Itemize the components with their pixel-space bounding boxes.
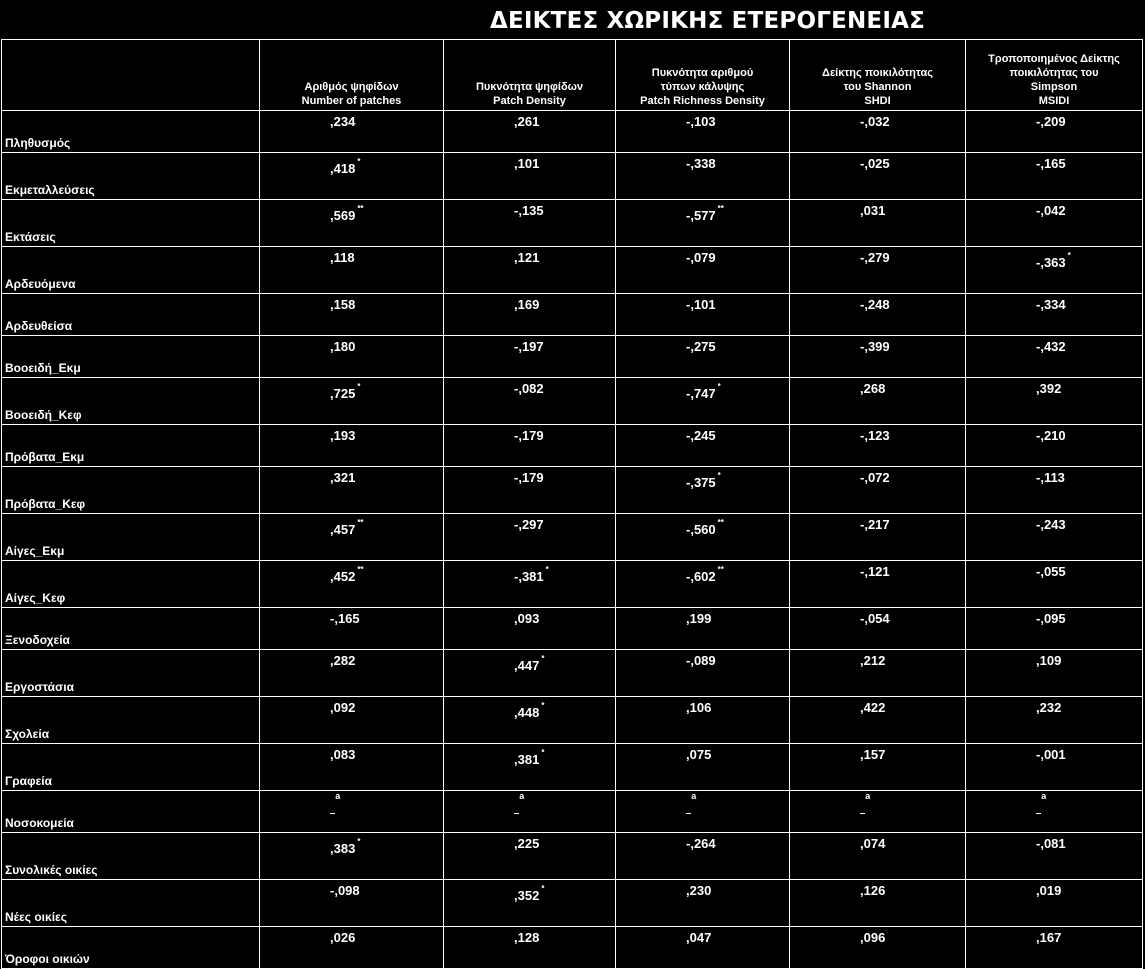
table-row [2,833,1143,880]
value-cell [444,744,616,791]
value-text: -,363 [1036,255,1066,270]
table-row [2,880,1143,927]
table-row [2,247,1143,294]
value-cell [616,153,790,200]
value-text: -,338 [686,156,716,171]
value-text: -,381 [514,569,544,584]
value-cell [444,467,616,514]
value-cell [260,467,444,514]
value-cell [616,880,790,927]
table-row [2,650,1143,697]
value-cell [790,378,966,425]
value-text: -,217 [860,517,890,532]
significance-marker: ** [357,204,363,213]
value-cell [966,336,1143,378]
footnote-marker: a [865,791,870,801]
column-header-line: MSIDI [966,94,1142,108]
significance-marker: * [357,837,360,846]
value-cell [616,514,790,561]
column-header-line: Patch Richness Density [616,94,789,108]
value-cell [444,514,616,561]
value-text: -,123 [860,428,890,443]
value-cell [616,791,790,833]
column-header [966,40,1143,111]
value-cell [790,561,966,608]
value-cell [790,294,966,336]
value-text: -,165 [1036,156,1066,171]
value-text: ,261 [514,114,539,129]
value-text: ,106 [686,700,711,715]
value-text: -,101 [686,297,716,312]
value-cell [616,111,790,153]
value-cell [616,378,790,425]
value-cell [444,650,616,697]
value-cell [790,336,966,378]
value-text: -,121 [860,564,890,579]
value-cell [444,425,616,467]
value-text: ,109 [1036,653,1061,668]
value-cell [260,561,444,608]
value-text: ,101 [514,156,539,171]
footnote-marker: a [1041,791,1046,801]
header-row [2,40,1143,111]
value-text: ,321 [330,470,355,485]
value-cell [790,833,966,880]
row-label: Εργοστάσια [2,650,260,697]
column-header-line: του Shannon [790,80,965,94]
value-cell [444,608,616,650]
value-text: ,199 [686,611,711,626]
value-text: -,264 [686,836,716,851]
value-cell [616,927,790,969]
row-label: Αρδευόμενα [2,247,260,294]
value-text: -,072 [860,470,890,485]
value-cell [616,744,790,791]
value-text: -,001 [1036,747,1066,762]
value-text: -,098 [330,883,360,898]
value-cell [616,425,790,467]
value-cell [966,247,1143,294]
table-row [2,200,1143,247]
value-cell [966,697,1143,744]
value-cell [444,791,616,833]
value-cell [966,744,1143,791]
footnote-marker: a [519,791,524,801]
value-text: -,025 [860,156,890,171]
value-text: -,042 [1036,203,1066,218]
value-text: ,383 [330,841,355,856]
value-cell [790,697,966,744]
value-text: ,092 [330,700,355,715]
value-text: -,297 [514,517,544,532]
value-cell [444,880,616,927]
column-header-line: Τροποποιημένος Δείκτης [966,52,1142,66]
value-text: ,725 [330,386,355,401]
value-cell [790,791,966,833]
value-text: ,212 [860,653,885,668]
value-cell [260,880,444,927]
table-row [2,153,1143,200]
value-text: ,158 [330,297,355,312]
value-text: ,392 [1036,381,1061,396]
value-cell [444,378,616,425]
value-text: -,375 [686,475,716,490]
value-cell [444,561,616,608]
value-text: -,432 [1036,339,1066,354]
value-cell [966,791,1143,833]
value-cell [966,111,1143,153]
value-text: ,157 [860,747,885,762]
column-header [444,40,616,111]
value-text: ,447 [514,658,539,673]
value-cell [616,697,790,744]
value-text: -,082 [514,381,544,396]
row-label: Βοοειδή_Εκμ [2,336,260,378]
column-header-line: Αριθμός ψηφίδων [260,80,443,94]
value-text: -,577 [686,208,716,223]
value-text: -,089 [686,653,716,668]
header-corner-cell [2,40,260,111]
column-header-line: Δείκτης ποικιλότητας [790,66,965,80]
value-cell [444,111,616,153]
significance-marker: * [541,701,544,710]
table-body [2,111,1143,969]
row-label: Πρόβατα_Εκμ [2,425,260,467]
value-cell [966,294,1143,336]
value-text: ,093 [514,611,539,626]
value-text: -,248 [860,297,890,312]
value-cell [616,336,790,378]
value-cell [966,608,1143,650]
value-text: ,126 [860,883,885,898]
value-cell [260,697,444,744]
value-cell [444,153,616,200]
value-text: ,230 [686,883,711,898]
value-text: -,245 [686,428,716,443]
value-text: -,275 [686,339,716,354]
value-text: ,180 [330,339,355,354]
value-cell [260,294,444,336]
value-cell [444,247,616,294]
significance-marker: * [541,654,544,663]
value-cell [966,467,1143,514]
value-cell [966,153,1143,200]
not-available-value [330,795,335,814]
value-cell [260,378,444,425]
value-cell [616,650,790,697]
value-cell [616,200,790,247]
value-text: -,210 [1036,428,1066,443]
value-cell [790,650,966,697]
row-label: Εκτάσεις [2,200,260,247]
value-cell [616,294,790,336]
value-cell [790,467,966,514]
value-text: ,074 [860,836,885,851]
value-text: -,081 [1036,836,1066,851]
footnote-marker: a [335,791,340,801]
value-text: -,179 [514,470,544,485]
value-cell [444,833,616,880]
column-header-line: Number of patches [260,94,443,108]
value-cell [260,927,444,969]
value-cell [260,336,444,378]
value-text: ,268 [860,381,885,396]
value-cell [260,833,444,880]
value-text: ,193 [330,428,355,443]
table-row [2,336,1143,378]
value-text: ,169 [514,297,539,312]
value-cell [260,514,444,561]
value-text: -,055 [1036,564,1066,579]
value-cell [444,200,616,247]
value-text: ,352 [514,888,539,903]
value-cell [260,608,444,650]
value-text: ,031 [860,203,885,218]
value-cell [790,927,966,969]
row-label: Νέες οικίες [2,880,260,927]
column-header-line: τύπων κάλυψης [616,80,789,94]
table-row [2,467,1143,514]
value-text: ,457 [330,522,355,537]
column-header [260,40,444,111]
value-text: -,103 [686,114,716,129]
column-header-line: Πυκνότητα ψηφίδων [444,80,615,94]
row-label: Όροφοι οικιών [2,927,260,969]
table-row [2,111,1143,153]
row-label: Συνολικές οικίες [2,833,260,880]
value-cell [444,927,616,969]
value-cell [790,153,966,200]
not-available-value [1036,795,1041,814]
value-cell [790,744,966,791]
column-header [616,40,790,111]
value-cell [260,744,444,791]
table-row [2,514,1143,561]
column-header-line: Simpson [966,80,1142,94]
significance-marker: * [541,748,544,757]
value-text: ,448 [514,705,539,720]
value-text: ,026 [330,930,355,945]
value-text: ,047 [686,930,711,945]
value-text: ,418 [330,161,355,176]
value-cell [966,880,1143,927]
value-text: ,569 [330,208,355,223]
value-cell [790,425,966,467]
value-text: -,113 [1036,470,1065,485]
table-row [2,608,1143,650]
significance-marker: * [1068,251,1071,260]
value-cell [790,247,966,294]
column-header-line: Patch Density [444,94,615,108]
row-label: Πληθυσμός [2,111,260,153]
value-cell [966,833,1143,880]
value-text: -,032 [860,114,890,129]
value-cell [790,880,966,927]
value-cell [966,514,1143,561]
significance-marker: ** [357,518,363,527]
value-text: ,121 [514,250,539,265]
value-cell [790,111,966,153]
value-text: -,197 [514,339,544,354]
value-cell [260,791,444,833]
table-row [2,425,1143,467]
significance-marker: * [541,884,544,893]
value-cell [444,294,616,336]
value-cell [260,425,444,467]
column-header-line: Πυκνότητα αριθμού [616,66,789,80]
significance-marker: ** [718,204,724,213]
row-label: Γραφεία [2,744,260,791]
value-text: -,179 [514,428,544,443]
value-cell [444,697,616,744]
value-text: ,225 [514,836,539,851]
value-text: -,135 [514,203,544,218]
value-cell [616,608,790,650]
value-text: ,452 [330,569,355,584]
table-row [2,294,1143,336]
value-cell [966,927,1143,969]
row-label: Βοοειδή_Κεφ [2,378,260,425]
footnote-marker: a [691,791,696,801]
page-title: ΔΕΙΚΤΕΣ ΧΩΡΙΚΗΣ ΕΤΕΡΟΓΕΝΕΙΑΣ [0,4,1145,38]
value-text: ,422 [860,700,885,715]
not-available-value [860,795,865,814]
column-header-line: ποικιλότητας του [966,66,1142,80]
not-available-value [686,795,691,814]
value-text: ,118 [330,250,355,265]
row-label: Αίγες_Εκμ [2,514,260,561]
value-text: -,209 [1036,114,1066,129]
not-available-value [514,795,519,814]
value-cell [616,467,790,514]
correlation-table [1,39,1143,969]
value-cell [444,336,616,378]
value-text: -,399 [860,339,890,354]
value-cell [966,425,1143,467]
value-text: ,096 [860,930,885,945]
value-text: -,054 [860,611,890,626]
value-cell [966,200,1143,247]
value-cell [966,561,1143,608]
value-cell [616,833,790,880]
value-cell [790,514,966,561]
value-text: ,128 [514,930,539,945]
value-text: ,167 [1036,930,1061,945]
value-cell [260,200,444,247]
value-text: ,381 [514,752,539,767]
value-cell [260,650,444,697]
column-header-line: SHDI [790,94,965,108]
significance-marker: ** [718,518,724,527]
value-cell [616,247,790,294]
value-cell [260,247,444,294]
value-cell [790,200,966,247]
table-row [2,791,1143,833]
table-row [2,378,1143,425]
significance-marker: * [546,565,549,574]
row-label: Εκμεταλλεύσεις [2,153,260,200]
table-header [2,40,1143,111]
value-cell [966,650,1143,697]
value-text: -,279 [860,250,890,265]
value-text: -,165 [330,611,360,626]
value-text: ,083 [330,747,355,762]
column-header [790,40,966,111]
row-label: Σχολεία [2,697,260,744]
value-text: -,334 [1036,297,1066,312]
row-label: Ξενοδοχεία [2,608,260,650]
significance-marker: * [357,157,360,166]
row-label: Αρδευθείσα [2,294,260,336]
value-cell [260,153,444,200]
value-cell [790,608,966,650]
significance-marker: * [357,382,360,391]
significance-marker: * [718,471,721,480]
value-text: -,747 [686,386,716,401]
value-cell [616,561,790,608]
row-label: Πρόβατα_Κεφ [2,467,260,514]
value-text: ,234 [330,114,355,129]
value-cell [966,378,1143,425]
value-text: ,019 [1036,883,1061,898]
table-row [2,561,1143,608]
value-text: -,095 [1036,611,1066,626]
significance-marker: * [718,382,721,391]
table-row [2,927,1143,969]
value-text: -,079 [686,250,716,265]
table-row [2,697,1143,744]
value-text: -,602 [686,569,716,584]
significance-marker: ** [718,565,724,574]
row-label: Αίγες_Κεφ [2,561,260,608]
significance-marker: ** [357,565,363,574]
row-label: Νοσοκομεία [2,791,260,833]
value-text: -,243 [1036,517,1066,532]
value-text: ,075 [686,747,711,762]
value-cell [260,111,444,153]
table-row [2,744,1143,791]
value-text: ,232 [1036,700,1061,715]
value-text: -,560 [686,522,716,537]
value-text: ,282 [330,653,355,668]
